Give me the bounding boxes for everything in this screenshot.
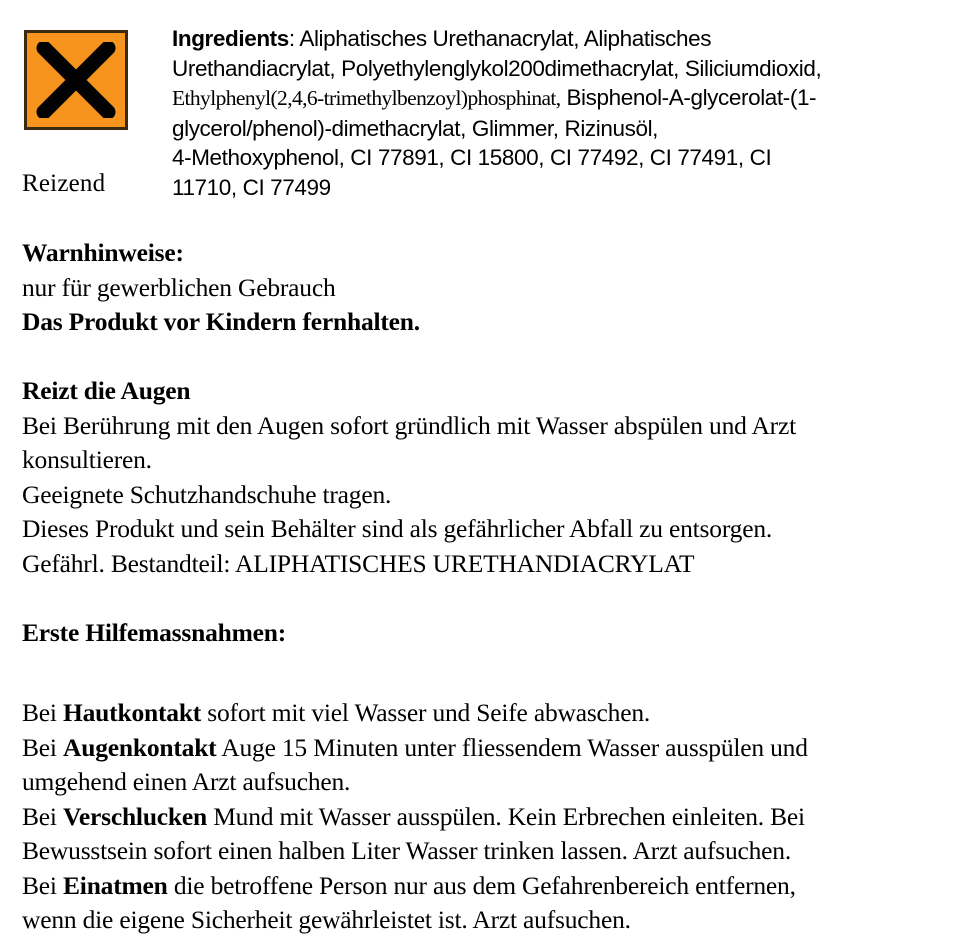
- first-aid-swallow-text: Mund mit Wasser ausspülen. Kein Erbrechen einleiten. Bei: [207, 801, 805, 831]
- ingredients-line-4: glycerol/phenol)-dimethacrylat, Glimmer, Rizinusöl,: [172, 115, 659, 141]
- ingredients-text-1: : Aliphatisches Urethanacrylat, Aliphatisches: [288, 26, 712, 51]
- ingredients-line-6: 11710, CI 77499: [172, 174, 331, 200]
- safety-text: [22, 236, 952, 938]
- x-cross-icon: [36, 42, 116, 118]
- first-aid-inhale-term: Einatmen: [63, 870, 168, 900]
- spacer: [22, 340, 952, 375]
- eyes-line-2: konsultieren.: [22, 445, 152, 474]
- first-aid-heading: Erste Hilfemassnahmen:: [22, 617, 287, 647]
- first-aid-swallow-line-2: Bewusstsein sofort einen halben Liter Wasser trinken lassen. Arzt aufsuchen.: [22, 836, 792, 865]
- ingredients-label: Ingredients: [172, 26, 289, 51]
- first-aid-eye-term: Augenkontakt: [63, 732, 217, 762]
- hazard-symbol: [24, 30, 128, 130]
- first-aid-inhale: [22, 869, 952, 904]
- warnings-line-1: nur für gewerblichen Gebrauch: [22, 272, 336, 302]
- first-aid-swallow-prefix: Bei: [22, 801, 63, 831]
- first-aid-skin-text: sofort mit viel Wasser und Seife abwaschen.: [201, 698, 651, 727]
- eyes-line-3: Geeignete Schutzhandschuhe tragen.: [22, 479, 392, 509]
- eyes-heading: Reizt die Augen: [22, 376, 191, 405]
- first-aid-eye-prefix: Bei: [22, 732, 63, 762]
- eyes-line-1: Bei Berührung mit den Augen sofort gründlich mit Wasser abspülen und Arzt: [22, 410, 796, 440]
- ingredients-text-3-sans: Bisphenol-A-glycerolat-(1-: [560, 85, 817, 110]
- warnings-heading: Warnhinweise:: [22, 238, 184, 267]
- first-aid-swallow-term: Verschlucken: [63, 801, 208, 831]
- first-aid-inhale-line-2: wenn die eigene Sicherheit gewährleistet ist. Arzt aufsuchen.: [22, 905, 631, 934]
- first-aid-eye: [22, 731, 952, 766]
- spacer: [22, 581, 952, 616]
- ingredients-line-3: [172, 83, 952, 114]
- first-aid-skin-term: Hautkontakt: [63, 698, 202, 727]
- eyes-line-4: Dieses Produkt und sein Behälter sind als gefährlicher Abfall zu entsorgen.: [22, 514, 773, 543]
- ingredients-line-2: Urethandiacrylat, Polyethylenglykol200dimethacrylat, Siliciumdioxid,: [172, 55, 822, 81]
- first-aid-inhale-text: die betroffene Person nur aus dem Gefahrenbereich entfernen,: [167, 870, 796, 900]
- ingredients-block: [172, 24, 952, 202]
- first-aid-inhale-prefix: Bei: [22, 870, 63, 900]
- first-aid-swallow: [22, 800, 952, 835]
- ingredients-text-3-serif: Ethylphenyl(2,4,6-trimethylbenzoyl)phosphinat,: [172, 86, 561, 110]
- spacer: [22, 650, 952, 696]
- first-aid-skin-prefix: Bei: [22, 698, 63, 727]
- hazard-block: [22, 30, 144, 197]
- first-aid-eye-line-2: umgehend einen Arzt aufsuchen.: [22, 767, 351, 796]
- warnings-line-2: Das Produkt vor Kindern fernhalten.: [22, 307, 420, 336]
- ingredients-line-5: 4-Methoxyphenol, CI 77891, CI 15800, CI 77492, CI 77491, CI: [172, 145, 772, 170]
- first-aid-skin: [22, 696, 952, 731]
- first-aid-eye-text: Auge 15 Minuten unter fliessendem Wasser ausspülen und: [216, 732, 808, 762]
- ingredients-line-1: [172, 24, 952, 54]
- hazard-label: Reizend: [22, 170, 106, 197]
- eyes-line-5: Gefährl. Bestandteil: ALIPHATISCHES URETHANDIACRYLAT: [22, 548, 695, 578]
